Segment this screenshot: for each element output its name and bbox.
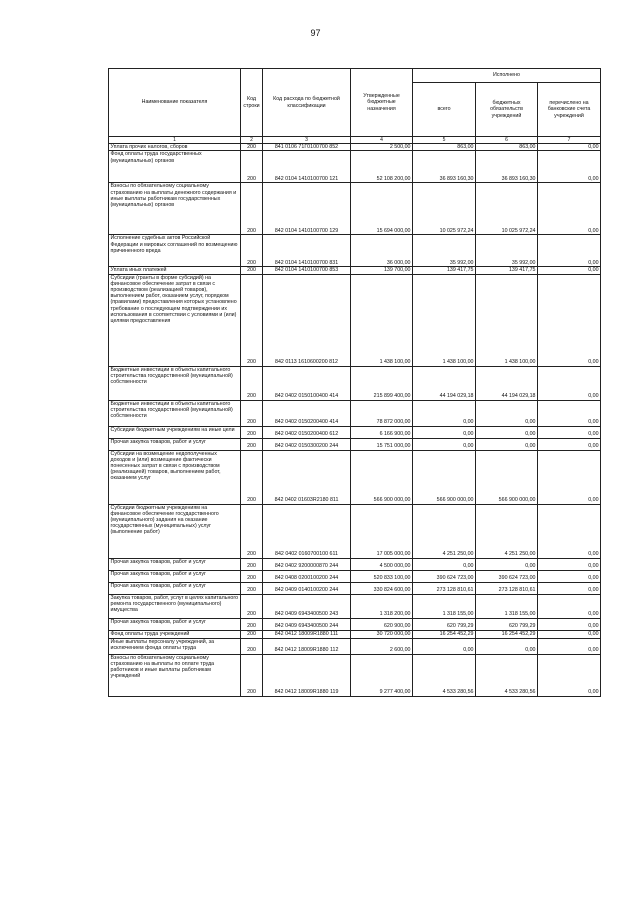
row-name: Субсидии бюджетным учреждениям на финансовое обеспечение государственного (муниципального) задания на оказание государственных (муниципальных) услуг (выполнение работ): [109, 504, 241, 558]
row-name: Прочая закупка товаров, работ и услуг: [109, 558, 241, 570]
row-budget-code: 842 0409 6943400500 243: [263, 594, 351, 618]
row-approved: 139 700,00: [351, 267, 413, 274]
row-line-code: 200: [241, 144, 263, 151]
table-row: [109, 654, 601, 696]
row-line-code: 200: [241, 558, 263, 570]
row-executed-total: 1 318 155,00: [413, 594, 476, 618]
row-transferred: 0,00: [538, 558, 601, 570]
column-number: 5: [413, 137, 476, 144]
row-executed-obligations: 0,00: [476, 438, 538, 450]
table-row: [109, 151, 601, 183]
row-line-code: 200: [241, 267, 263, 274]
row-transferred: 0,00: [538, 638, 601, 654]
row-name: Взносы по обязательному социальному страхованию на выплаты по оплате труда работников и иные выплаты работникам учреждений: [109, 654, 241, 696]
row-budget-code: 842 0402 0160700100 611: [263, 504, 351, 558]
row-line-code: 200: [241, 151, 263, 183]
row-budget-code: 842 0402 0150100400 414: [263, 366, 351, 400]
row-executed-total: 620 799,29: [413, 618, 476, 630]
row-executed-obligations: 44 194 029,18: [476, 366, 538, 400]
table-row: [109, 618, 601, 630]
row-line-code: 200: [241, 400, 263, 426]
column-number-row: [109, 137, 601, 144]
row-name: Субсидии бюджетным учреждениям на иные цели: [109, 426, 241, 438]
row-line-code: 200: [241, 274, 263, 366]
column-number: 2: [241, 137, 263, 144]
row-line-code: 200: [241, 654, 263, 696]
row-line-code: 200: [241, 570, 263, 582]
row-executed-total: 863,00: [413, 144, 476, 151]
row-transferred: 0,00: [538, 235, 601, 267]
row-executed-obligations: 273 128 810,61: [476, 582, 538, 594]
column-number: 1: [109, 137, 241, 144]
row-line-code: 200: [241, 235, 263, 267]
row-budget-code: 842 0104 1410100700 853: [263, 267, 351, 274]
row-transferred: 0,00: [538, 183, 601, 235]
row-executed-total: 0,00: [413, 438, 476, 450]
row-approved: 215 899 400,00: [351, 366, 413, 400]
header-obligations: бюджетных обязательств учреждений: [476, 83, 538, 137]
row-budget-code: 841 0106 71Г0100700 852: [263, 144, 351, 151]
row-executed-obligations: 1 438 100,00: [476, 274, 538, 366]
row-transferred: 0,00: [538, 267, 601, 274]
row-approved: 2 600,00: [351, 638, 413, 654]
table-row: [109, 183, 601, 235]
row-approved: 620 900,00: [351, 618, 413, 630]
row-name: Фонд оплаты труда государственных (муниципальных) органов: [109, 151, 241, 183]
header-transferred: перечислено на банковские счета учреждений: [538, 83, 601, 137]
table-row: [109, 504, 601, 558]
header-approved: Утвержденные бюджетные назначения: [351, 69, 413, 137]
row-name: Иные выплаты персоналу учреждений, за исключением фонда оплаты труда: [109, 638, 241, 654]
row-name: Бюджетные инвестиции в объекты капитального строительства государственной (муниципальной) собственности: [109, 366, 241, 400]
row-line-code: 200: [241, 638, 263, 654]
row-executed-obligations: 0,00: [476, 426, 538, 438]
row-budget-code: 842 0104 1410100700 121: [263, 151, 351, 183]
row-transferred: 0,00: [538, 274, 601, 366]
row-executed-total: 273 128 810,61: [413, 582, 476, 594]
row-executed-obligations: 0,00: [476, 638, 538, 654]
row-transferred: 0,00: [538, 151, 601, 183]
row-approved: 1 438 100,00: [351, 274, 413, 366]
row-name: Прочая закупка товаров, работ и услуг: [109, 570, 241, 582]
row-transferred: 0,00: [538, 582, 601, 594]
row-executed-total: 4 251 250,00: [413, 504, 476, 558]
row-executed-total: 0,00: [413, 426, 476, 438]
row-approved: 6 166 900,00: [351, 426, 413, 438]
row-transferred: 0,00: [538, 570, 601, 582]
row-transferred: 0,00: [538, 504, 601, 558]
row-budget-code: 842 0412 18009R1880 112: [263, 638, 351, 654]
row-name: Фонд оплаты труда учреждений: [109, 630, 241, 638]
row-executed-obligations: 139 417,75: [476, 267, 538, 274]
row-executed-total: 10 025 972,24: [413, 183, 476, 235]
row-name: Прочая закупка товаров, работ и услуг: [109, 582, 241, 594]
row-line-code: 200: [241, 450, 263, 504]
row-name: Исполнение судебных актов Российской Федерации и мировых соглашений по возмещению причиненного вреда: [109, 235, 241, 267]
row-executed-total: 4 533 280,56: [413, 654, 476, 696]
row-transferred: 0,00: [538, 654, 601, 696]
row-executed-obligations: 36 893 160,30: [476, 151, 538, 183]
table-row: [109, 582, 601, 594]
table-row: [109, 400, 601, 426]
row-name: Субсидии (гранты в форме субсидий) на финансовое обеспечение затрат в связи с производством (реализацией товаров), выполнением работ, оказанием услуг, порядком (правилами) предоставления которых установлено требование о последующем подтверждении их использования в соответствии с условиями и (или) целями предоставления: [109, 274, 241, 366]
row-approved: 520 833 100,00: [351, 570, 413, 582]
row-approved: 4 500 000,00: [351, 558, 413, 570]
row-budget-code: 842 0409 0140100200 244: [263, 582, 351, 594]
row-approved: 1 318 200,00: [351, 594, 413, 618]
row-line-code: 200: [241, 618, 263, 630]
row-budget-code: 842 0409 6943400500 244: [263, 618, 351, 630]
page-number: 97: [310, 28, 321, 38]
row-budget-code: 842 0412 18009R1880 119: [263, 654, 351, 696]
row-executed-obligations: 566 900 000,00: [476, 450, 538, 504]
row-line-code: 200: [241, 630, 263, 638]
row-transferred: 0,00: [538, 450, 601, 504]
row-executed-total: 44 194 029,18: [413, 366, 476, 400]
row-transferred: 0,00: [538, 144, 601, 151]
table-row: [109, 366, 601, 400]
row-approved: 566 900 000,00: [351, 450, 413, 504]
row-approved: 330 824 600,00: [351, 582, 413, 594]
row-executed-obligations: 0,00: [476, 558, 538, 570]
table-row: [109, 450, 601, 504]
column-number: 7: [538, 137, 601, 144]
row-executed-total: 0,00: [413, 638, 476, 654]
row-executed-obligations: 863,00: [476, 144, 538, 151]
header-executed: Исполнено: [413, 69, 601, 83]
table-row: [109, 438, 601, 450]
row-executed-total: 0,00: [413, 558, 476, 570]
row-executed-total: 139 417,75: [413, 267, 476, 274]
table-row: [109, 630, 601, 638]
row-approved: 78 872 000,00: [351, 400, 413, 426]
header-line-code: Код строки: [241, 69, 263, 137]
table-row: [109, 144, 601, 151]
table-row: [109, 267, 601, 274]
row-name: Уплата прочих налогов, сборов: [109, 144, 241, 151]
row-executed-total: 36 893 160,30: [413, 151, 476, 183]
row-budget-code: 842 0402 0150200400 414: [263, 400, 351, 426]
column-number: 3: [263, 137, 351, 144]
column-number: 6: [476, 137, 538, 144]
row-name: Прочая закупка товаров, работ и услуг: [109, 438, 241, 450]
table-row: [109, 570, 601, 582]
table-row: [109, 274, 601, 366]
row-budget-code: 842 0113 1610600200 812: [263, 274, 351, 366]
row-transferred: 0,00: [538, 618, 601, 630]
row-transferred: 0,00: [538, 426, 601, 438]
row-budget-code: 842 0402 01603R2180 811: [263, 450, 351, 504]
row-executed-obligations: 10 025 972,24: [476, 183, 538, 235]
row-name: Взносы по обязательному социальному страхованию на выплаты денежного содержания и иные выплаты работникам государственных (муниципальных) органов: [109, 183, 241, 235]
row-approved: 15 694 000,00: [351, 183, 413, 235]
row-approved: 2 500,00: [351, 144, 413, 151]
row-approved: 17 005 000,00: [351, 504, 413, 558]
header-name: Наименование показателя: [109, 69, 241, 137]
row-executed-obligations: 35 992,00: [476, 235, 538, 267]
budget-execution-table: [108, 68, 601, 697]
row-transferred: 0,00: [538, 400, 601, 426]
row-name: Уплата иных платежей: [109, 267, 241, 274]
table-row: [109, 558, 601, 570]
row-transferred: 0,00: [538, 438, 601, 450]
header-budget-code: Код расхода по бюджетной классификации: [263, 69, 351, 137]
row-executed-obligations: 4 251 250,00: [476, 504, 538, 558]
row-executed-total: 390 624 723,00: [413, 570, 476, 582]
row-budget-code: 842 0104 1410100700 129: [263, 183, 351, 235]
row-name: Закупка товаров, работ, услуг в целях капитального ремонта государственного (муниципального) имущества: [109, 594, 241, 618]
table-row: [109, 235, 601, 267]
row-name: Прочая закупка товаров, работ и услуг: [109, 618, 241, 630]
row-name: Бюджетные инвестиции в объекты капитального строительства государственной (муниципальной) собственности: [109, 400, 241, 426]
row-line-code: 200: [241, 366, 263, 400]
row-executed-obligations: 390 624 723,00: [476, 570, 538, 582]
row-transferred: 0,00: [538, 630, 601, 638]
header-total: всего: [413, 83, 476, 137]
row-executed-total: 1 438 100,00: [413, 274, 476, 366]
row-budget-code: 842 0402 9200000870 244: [263, 558, 351, 570]
column-number: 4: [351, 137, 413, 144]
row-line-code: 200: [241, 426, 263, 438]
row-line-code: 200: [241, 582, 263, 594]
row-budget-code: 842 0412 18009R1880 111: [263, 630, 351, 638]
row-budget-code: 842 0104 1410100700 831: [263, 235, 351, 267]
row-executed-obligations: 0,00: [476, 400, 538, 426]
row-budget-code: 842 0408 0200100200 244: [263, 570, 351, 582]
row-executed-obligations: 620 799,29: [476, 618, 538, 630]
row-approved: 36 000,00: [351, 235, 413, 267]
table-row: [109, 594, 601, 618]
row-line-code: 200: [241, 183, 263, 235]
row-executed-total: 35 992,00: [413, 235, 476, 267]
row-executed-total: 16 254 452,29: [413, 630, 476, 638]
table-row: [109, 426, 601, 438]
row-executed-obligations: 16 254 452,29: [476, 630, 538, 638]
row-executed-total: 566 900 000,00: [413, 450, 476, 504]
row-approved: 15 751 000,00: [351, 438, 413, 450]
row-approved: 30 720 000,00: [351, 630, 413, 638]
row-executed-total: 0,00: [413, 400, 476, 426]
row-executed-obligations: 4 533 280,56: [476, 654, 538, 696]
row-line-code: 200: [241, 504, 263, 558]
row-transferred: 0,00: [538, 594, 601, 618]
row-approved: 52 108 200,00: [351, 151, 413, 183]
row-executed-obligations: 1 318 155,00: [476, 594, 538, 618]
row-transferred: 0,00: [538, 366, 601, 400]
row-budget-code: 842 0402 0150200400 612: [263, 426, 351, 438]
row-line-code: 200: [241, 438, 263, 450]
row-line-code: 200: [241, 594, 263, 618]
row-budget-code: 842 0402 0150300200 244: [263, 438, 351, 450]
row-approved: 9 277 400,00: [351, 654, 413, 696]
row-name: Субсидии на возмещение недополученных доходов и (или) возмещение фактически понесенных затрат в связи с производством (реализацией) товаров, выполнением работ, оказанием услуг: [109, 450, 241, 504]
table-row: [109, 638, 601, 654]
